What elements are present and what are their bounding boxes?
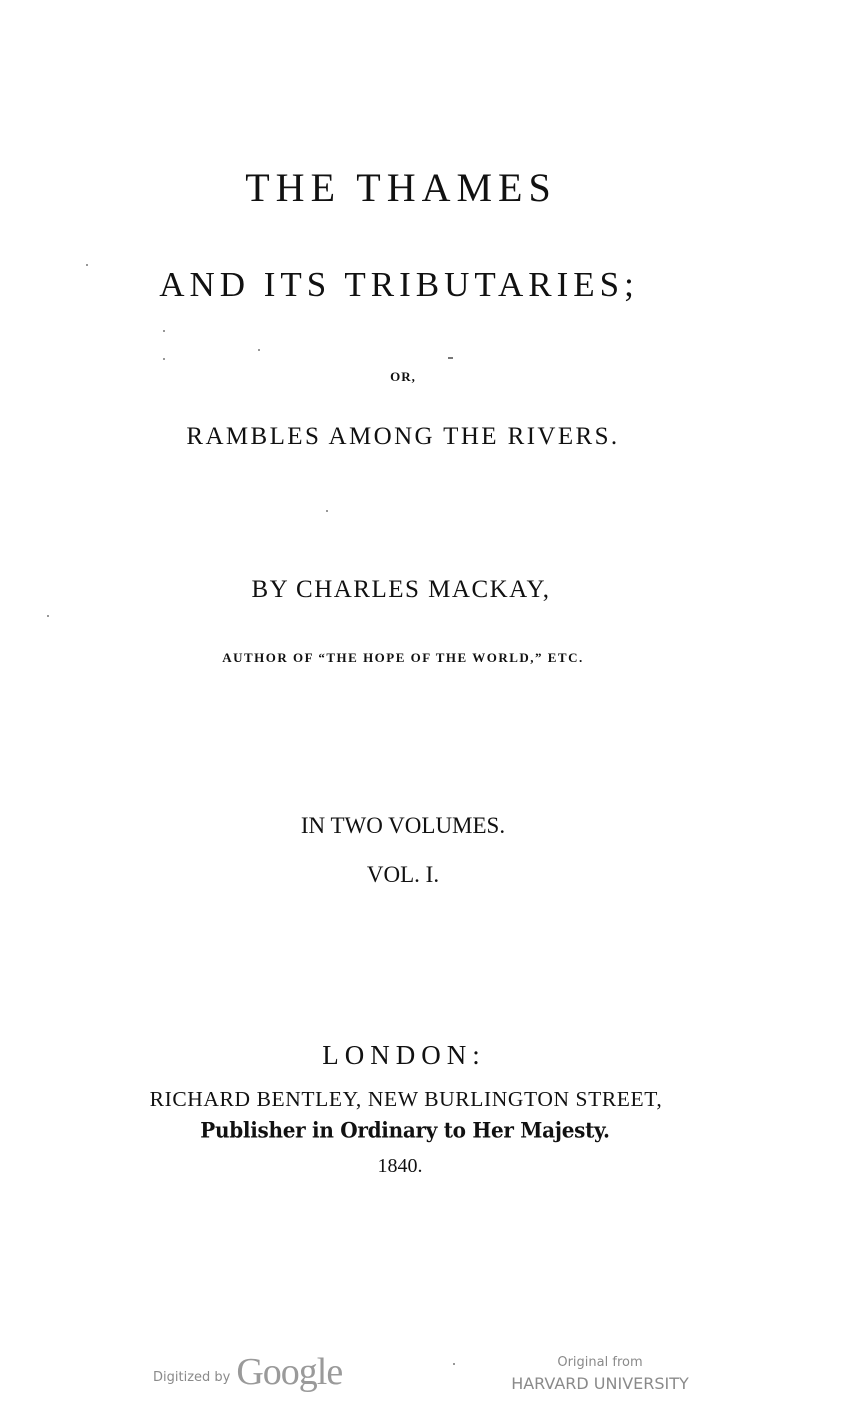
scan-speck <box>163 358 165 360</box>
original-from-label: Original from <box>557 1355 643 1370</box>
imprint-place: LONDON: <box>322 1040 486 1070</box>
scan-speck <box>326 510 328 512</box>
source-credit <box>490 1355 710 1393</box>
scan-speck <box>163 330 165 332</box>
scan-speck <box>86 264 88 266</box>
imprint-publisher: RICHARD BENTLEY, NEW BURLINGTON STREET, <box>149 1087 663 1111</box>
volume-number: VOL. I. <box>366 862 440 887</box>
title-line-1: THE THAMES <box>245 165 557 210</box>
scan-speck <box>47 615 49 617</box>
title-line-2: AND ITS TRIBUTARIES; <box>159 265 639 304</box>
subtitle: RAMBLES AMONG THE RIVERS. <box>186 423 620 450</box>
author-note: AUTHOR OF “THE HOPE OF THE WORLD,” ETC. <box>222 650 584 665</box>
digitized-by-label: Digitized by <box>153 1370 231 1385</box>
scan-speck <box>258 349 260 351</box>
imprint-publisher-note: Publisher in Ordinary to Her Majesty. <box>200 1117 610 1143</box>
google-wordmark: Google <box>236 1351 343 1393</box>
scan-speck <box>453 1363 455 1365</box>
imprint-year: 1840. <box>377 1155 423 1177</box>
or-connector: OR, <box>390 369 416 384</box>
source-institution: HARVARD UNIVERSITY <box>511 1373 689 1393</box>
digitization-credit <box>153 1353 342 1391</box>
volume-count: IN TWO VOLUMES. <box>300 813 506 838</box>
scan-speck <box>448 357 453 359</box>
author-byline: BY CHARLES MACKAY, <box>251 576 551 603</box>
